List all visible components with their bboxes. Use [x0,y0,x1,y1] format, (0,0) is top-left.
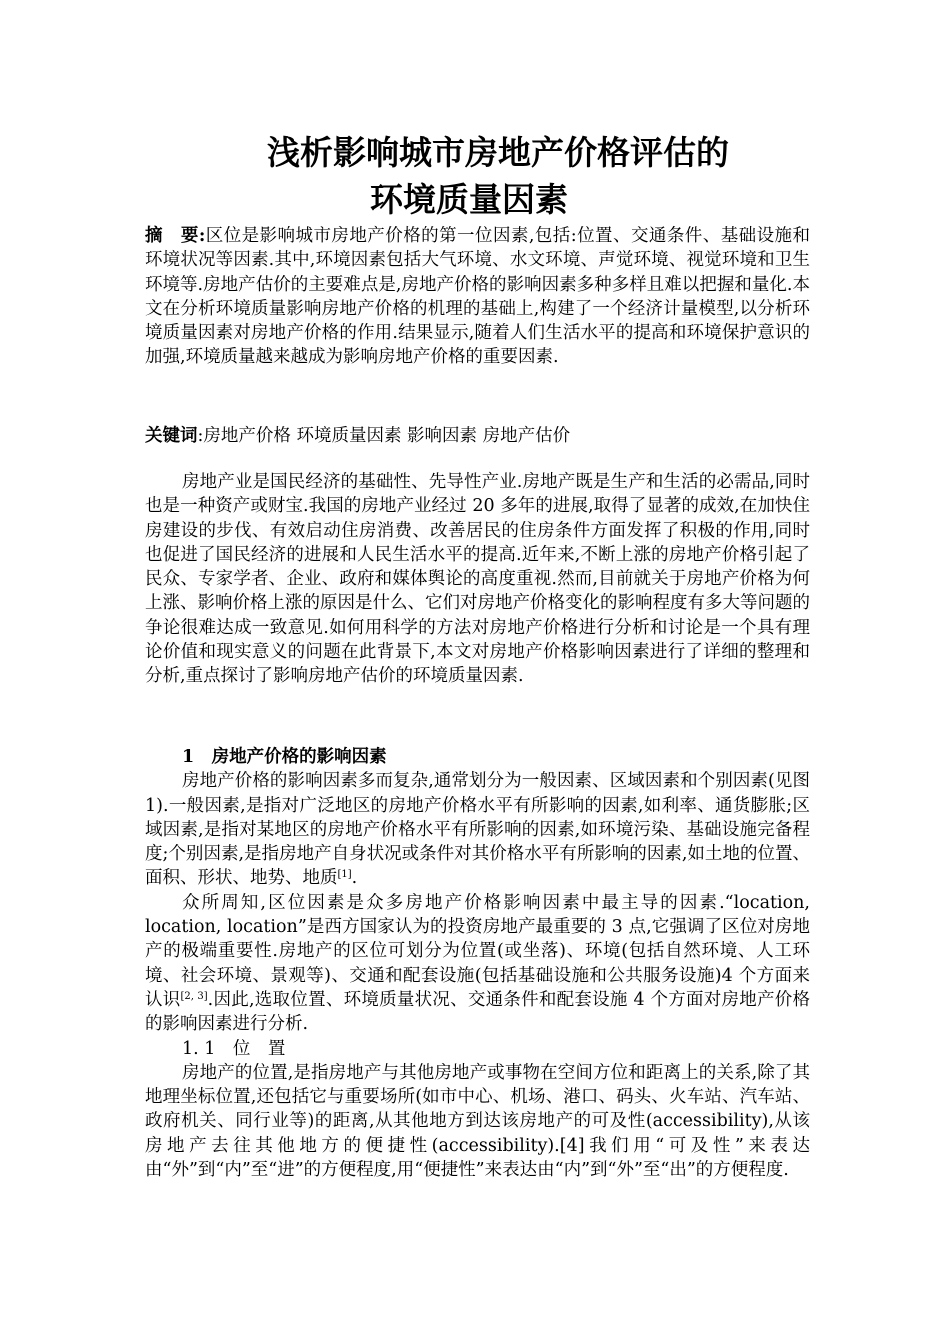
section-1-p1-end: . [351,868,358,889]
citation-2-3: [2, 3] [180,990,208,1002]
section-1-p2-text: 众所周知,区位因素是众多房地产价格影响因素中最主导的因素.“location, location, location”是西方国家认为的投资房地产最重要的 3 点,它强调了区位对房地产的极端重要性.房地产的区位可划分为位置(或坐落)、环境(包括自然环境、人工环境、社会环境、景观等)、交通和配套设施(包括基础设施和公共服务设施)4 个方面来认识 [145,892,810,1010]
section-1-p2-end: .因此,选取位置、环境质量状况、交通条件和配套设施 4 个方面对房地产价格的影响因素进行分析. [145,989,810,1035]
abstract-label: 摘 要: [145,226,206,246]
intro-paragraph: 房地产业是国民经济的基础性、先导性产业.房地产既是生产和生活的必需品,同时也是一种资产或财宝.我国的房地产业经过 20 多年的进展,取得了显著的成效,在加快住房建设的步伐、有效启动住房消费、改善居民的住房条件方面发挥了积极的作用,同时也促进了国民经济的进展和人民生活水平的提高.近年来,不断上涨的房地产价格引起了民众、专家学者、企业、政府和媒体舆论的高度重视.然而,目前就关于房地产价格为何上涨、影响价格上涨的原因是什么、它们对房地产价格变化的影响程度有多大等问题的争论很难达成一致意见.如何用科学的方法对房地产价格进行分析和讨论是一个具有理论价值和现实意义的问题在此背景下,本文对房地产价格影响因素进行了详细的整理和分析,重点探讨了影响房地产估价的环境质量因素. [145,472,810,687]
abstract [145,224,810,370]
section-1-paragraph-3: 房地产的位置,是指房地产与其他房地产或事物在空间方位和距离上的关系,除了其地理坐标位置,还包括它与重要场所(如市中心、机场、港口、码头、火车站、汽车站、政府机关、同行业等)的距离,从其他地方到达该房地产的可及性(accessibility),从该房地产去往其他地方的便捷性(accessibility).[4]我们用“可及性”来表达由“外”到“内”至“进”的方便程度,用“便捷性”来表达由“内”到“外”至“出”的方便程度. [145,1062,810,1181]
subsection-1-1-heading: 1. 1 位 置 [182,1038,286,1059]
keywords-label: 关键词 [145,426,198,446]
document-title-line2: 环境质量因素 [370,180,568,219]
citation-1: [1] [337,869,352,881]
keywords-text: :房地产价格 环境质量因素 影响因素 房地产估价 [197,426,571,446]
section-1-heading: 1 房地产价格的影响因素 [182,747,387,767]
section-1-paragraph-1 [145,769,810,890]
keywords [145,424,810,448]
section-1-paragraph-2 [145,891,810,1037]
abstract-text: 区位是影响城市房地产价格的第一位因素,包括:位置、交通条件、基础设施和环境状况等因素.其中,环境因素包括大气环境、水文环境、声觉环境、视觉环境和卫生环境等.房地产估价的主要难点是,房地产价格的影响因素多种多样且难以把握和量化.本文在分析环境质量影响房地产价格的机理的基础上,构建了一个经济计量模型,以分析环境质量因素对房地产价格的作用.结果显示,随着人们生活水平的提高和环境保护意识的加强,环境质量越来越成为影响房地产价格的重要因素. [145,226,810,368]
section-1 [145,745,810,1182]
document-title-line1: 浅析影响城市房地产价格评估的 [267,133,729,172]
section-1-p1-text: 房地产价格的影响因素多而复杂,通常划分为一般因素、区域因素和个别因素(见图 1).一般因素,是指对广泛地区的房地产价格水平有所影响的因素,如利率、通货膨胀;区域因素,是指对某地区的房地产价格水平有所影响的因素,如环境污染、基础设施完备程度;个别因素,是指房地产自身状况或条件对其价格水平有所影响的因素,如土地的位置、面积、形状、地势、地质 [145,771,810,889]
